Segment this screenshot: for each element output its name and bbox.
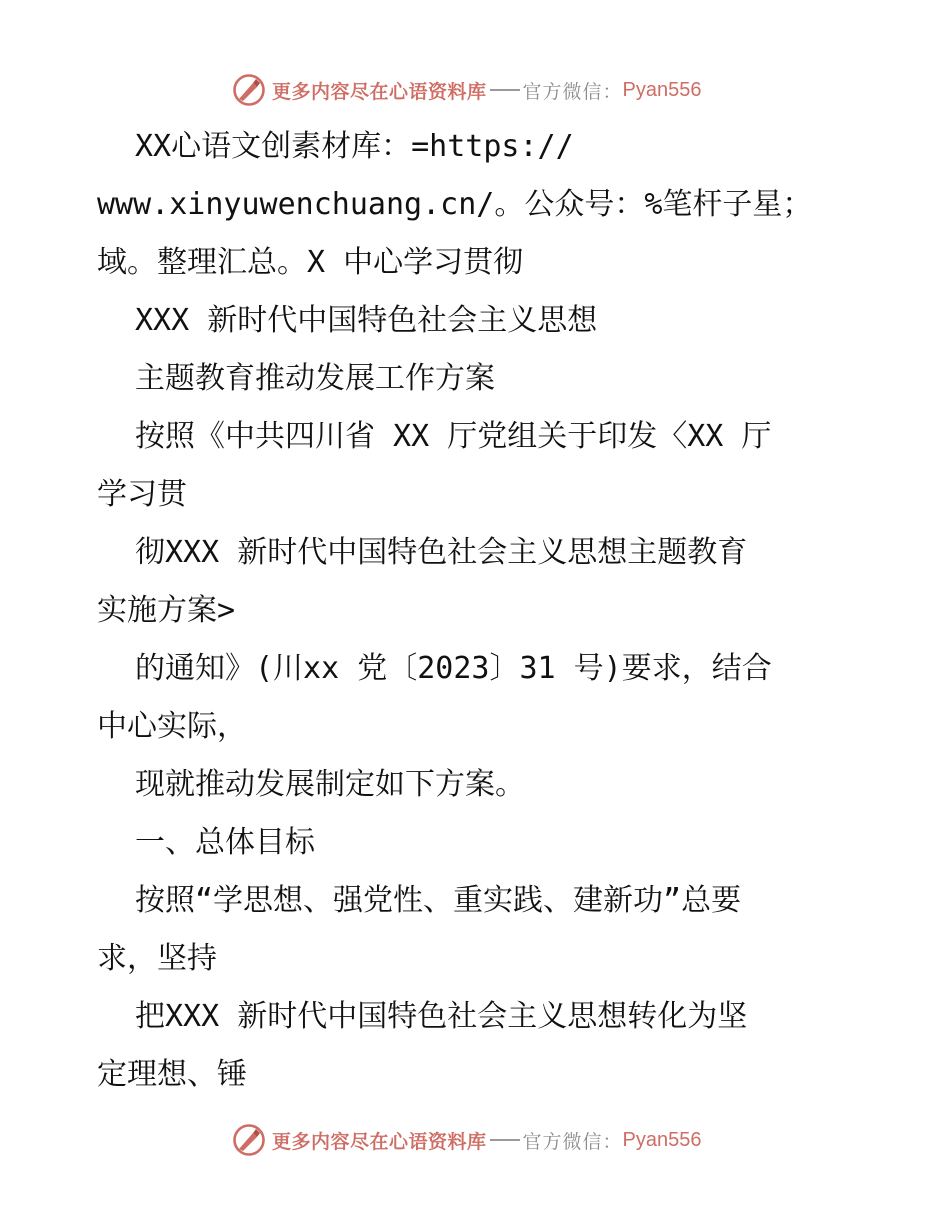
banner-wechat-id: Pyan556 bbox=[622, 78, 702, 101]
document-line: 主题教育推动发展工作方案 bbox=[135, 361, 495, 396]
banner-divider bbox=[490, 89, 520, 91]
banner-wechat-id: Pyan556 bbox=[622, 1128, 702, 1151]
document-line: 中心实际， bbox=[97, 709, 247, 744]
document-line: 按照《中共四川省 XX 厅党组关于印发〈XX 厅 bbox=[135, 419, 772, 454]
footer-banner bbox=[232, 1121, 702, 1159]
document-line: 的通知》(川xx 党〔2023〕31 号)要求，结合 bbox=[135, 651, 772, 686]
banner-text: 更多内容尽在心语资料库 bbox=[272, 80, 487, 103]
header-banner bbox=[232, 71, 702, 109]
document-line: 实施方案> bbox=[97, 593, 236, 628]
section-heading: 一、总体目标 bbox=[135, 825, 315, 860]
banner-text: 更多内容尽在心语资料库 bbox=[272, 1130, 487, 1153]
document-line: XXX 新时代中国特色社会主义思想 bbox=[135, 303, 598, 338]
document-line: 现就推动发展制定如下方案。 bbox=[135, 767, 525, 802]
banner-wechat-label: 官方微信： bbox=[522, 80, 623, 103]
document-line: 域。整理汇总。X 中心学习贯彻 bbox=[97, 245, 524, 280]
document-line: 按照“学思想、强党性、重实践、建新功”总要 bbox=[135, 883, 742, 918]
document-line: www.xinyuwenchuang.cn/。公众号：%笔杆子星； bbox=[97, 187, 813, 222]
document-body bbox=[97, 118, 857, 1104]
pen-logo-icon bbox=[232, 73, 266, 107]
document-line: 学习贯 bbox=[97, 477, 187, 512]
banner-divider bbox=[490, 1139, 520, 1141]
pen-logo-icon bbox=[232, 1123, 266, 1157]
document-line: 求，坚持 bbox=[97, 941, 217, 976]
banner-wechat-label: 官方微信： bbox=[522, 1130, 623, 1153]
document-line: XX心语文创素材库：=https:// bbox=[135, 129, 574, 164]
document-line: 定理想、锤 bbox=[97, 1057, 247, 1092]
document-line: 把XXX 新时代中国特色社会主义思想转化为坚 bbox=[135, 999, 748, 1034]
document-line: 彻XXX 新时代中国特色社会主义思想主题教育 bbox=[135, 535, 748, 570]
